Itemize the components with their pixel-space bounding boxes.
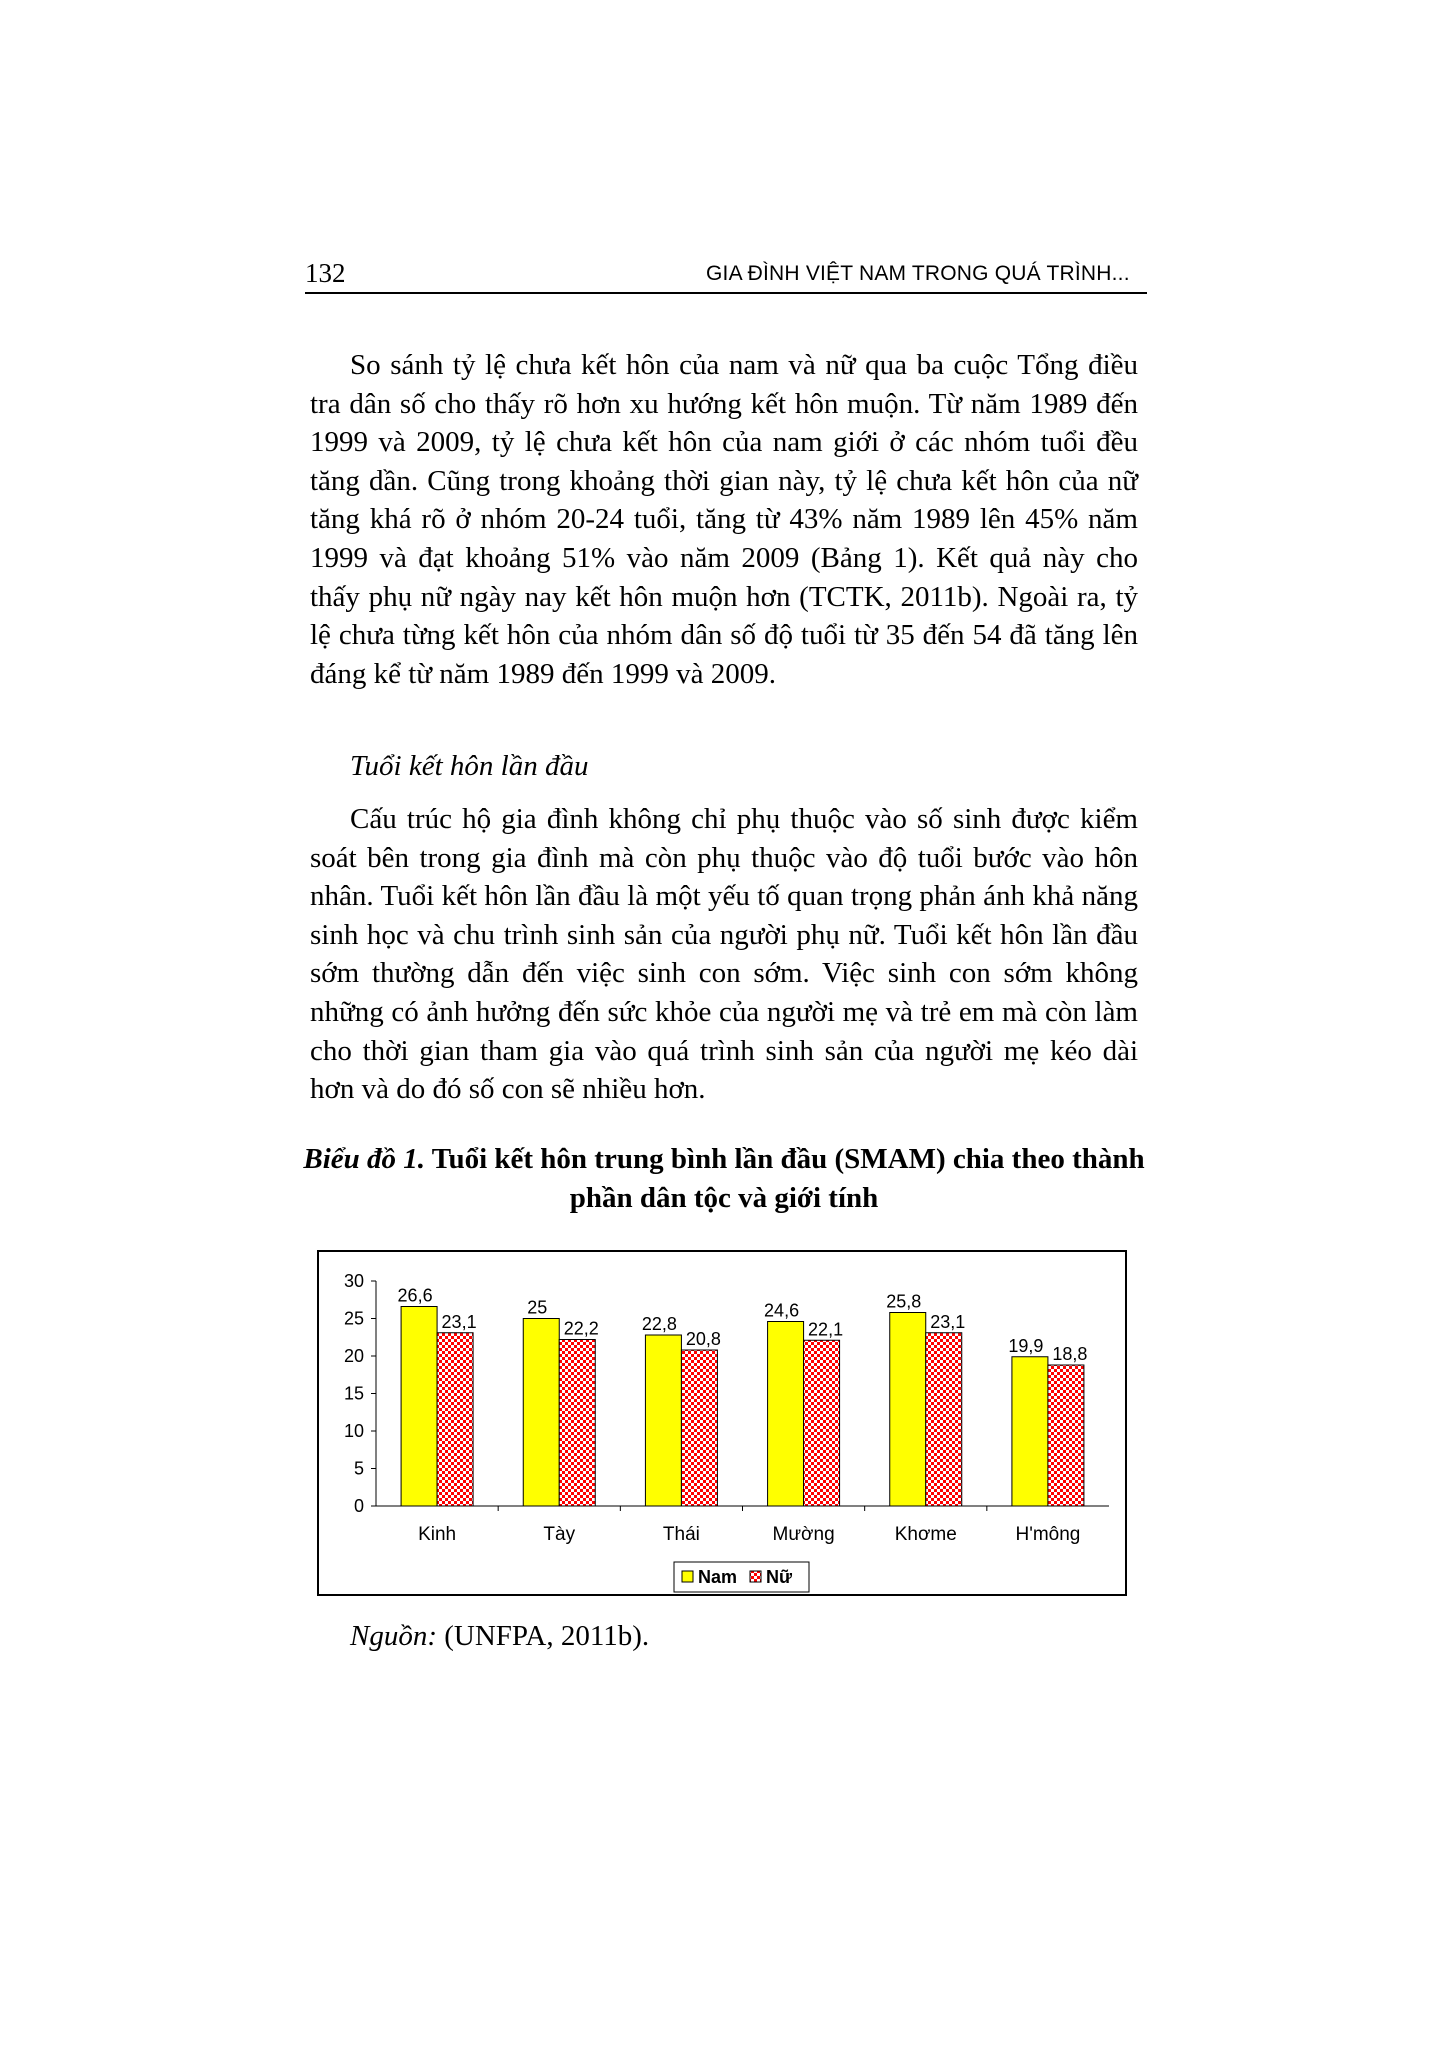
legend-swatch-nu (750, 1571, 761, 1582)
bar-nu (1048, 1365, 1084, 1506)
chart-caption-lead: Biểu đồ 1. (303, 1143, 426, 1175)
bar-nu (681, 1350, 717, 1506)
y-tick-label: 20 (343, 1346, 364, 1366)
legend-label: Nữ (766, 1567, 793, 1587)
data-label: 22,8 (641, 1314, 677, 1334)
page-number: 132 (305, 258, 346, 288)
chart-frame (317, 1250, 1127, 1596)
bar-nam (890, 1313, 926, 1507)
bar-chart (319, 1252, 1125, 1594)
paragraph-1 (310, 346, 1138, 693)
source-label: Nguồn: (350, 1620, 437, 1652)
bar-nam (523, 1319, 559, 1507)
bar-nu (437, 1333, 473, 1506)
legend-swatch-nam (682, 1571, 693, 1582)
x-tick-label: Khơme (894, 1524, 957, 1545)
bar-nu (559, 1340, 595, 1507)
source-note (350, 1620, 649, 1653)
header-rule (305, 292, 1147, 294)
data-label: 24,6 (764, 1300, 800, 1321)
source-text: (UNFPA, 2011b). (437, 1620, 650, 1652)
running-header: GIA ĐÌNH VIỆT NAM TRONG QUÁ TRÌNH... (706, 262, 1130, 285)
data-label: 20,8 (685, 1329, 721, 1349)
data-label: 18,8 (1052, 1344, 1088, 1364)
y-tick-label: 0 (353, 1496, 364, 1516)
legend-label: Nam (698, 1567, 738, 1587)
x-tick-label: H'mông (1015, 1524, 1081, 1545)
y-tick-label: 30 (343, 1271, 364, 1291)
paragraph-1-text: So sánh tỷ lệ chưa kết hôn của nam và nữ qua ba cuộc Tổng điều tra dân số cho thấy rõ hơn xu hướng kết hôn muộn. Từ năm 1989 đến 1999 và 2009, tỷ lệ chưa kết hôn của nam giới ở các nhóm tuổi đều tăng dần. Cũng trong khoảng thời gian này, tỷ lệ chưa kết hôn của nữ tăng khá rõ ở nhóm 20-24 tuổi, tăng từ 43% năm 1989 lên 45% năm 1999 và đạt khoảng 51% vào năm 2009 (Bảng 1). Kết quả này cho thấy phụ nữ ngày nay kết hôn muộn hơn (TCTK, 2011b). Ngoài ra, tỷ lệ chưa từng kết hôn của nhóm dân số độ tuổi từ 35 đến 54 đã tăng lên đáng kể từ năm 1989 đến 1999 và 2009. (310, 349, 1138, 690)
bar-nam (645, 1335, 681, 1506)
paragraph-2-text: Cấu trúc hộ gia đình không chỉ phụ thuộc vào số sinh được kiểm soát bên trong gia đình mà còn phụ thuộc vào độ tuổi bước vào hôn nhân. Tuổi kết hôn lần đầu là một yếu tố quan trọng phản ánh khả năng sinh học và chu trình sinh sản của người phụ nữ. Tuổi kết hôn lần đầu sớm thường dẫn đến việc sinh con sớm. Việc sinh con sớm không những có ảnh hưởng đến sức khỏe của người mẹ và trẻ em mà còn làm cho thời gian tham gia vào quá trình sinh sản của người mẹ kéo dài hơn và do đó số con sẽ nhiều hơn. (310, 803, 1138, 1106)
chart-caption-text: Tuổi kết hôn trung bình lần đầu (SMAM) chia theo thành phần dân tộc và giới tính (425, 1143, 1145, 1214)
y-tick-label: 25 (343, 1308, 364, 1329)
data-label: 26,6 (397, 1285, 433, 1306)
bar-nam (401, 1307, 437, 1507)
data-label: 23,1 (930, 1311, 966, 1332)
chart-caption (300, 1140, 1148, 1218)
bar-nu (804, 1340, 840, 1506)
bar-nam (1012, 1357, 1048, 1506)
y-tick-label: 15 (343, 1383, 364, 1404)
data-label: 25,8 (886, 1291, 922, 1312)
bar-nam (768, 1322, 804, 1507)
data-label: 23,1 (441, 1311, 477, 1332)
data-label: 22,2 (563, 1318, 599, 1339)
data-label: 19,9 (1008, 1335, 1044, 1356)
section-subheading: Tuổi kết hôn lần đầu (350, 750, 589, 782)
y-tick-label: 10 (343, 1421, 364, 1441)
data-label: 22,1 (808, 1319, 844, 1340)
x-tick-label: Kinh (418, 1524, 457, 1545)
x-tick-label: Thái (662, 1524, 700, 1545)
y-tick-label: 5 (353, 1458, 364, 1479)
x-tick-label: Mường (772, 1524, 835, 1545)
bar-nu (926, 1333, 962, 1506)
paragraph-2 (310, 800, 1138, 1109)
data-label: 25 (527, 1297, 548, 1318)
x-tick-label: Tày (543, 1524, 576, 1545)
